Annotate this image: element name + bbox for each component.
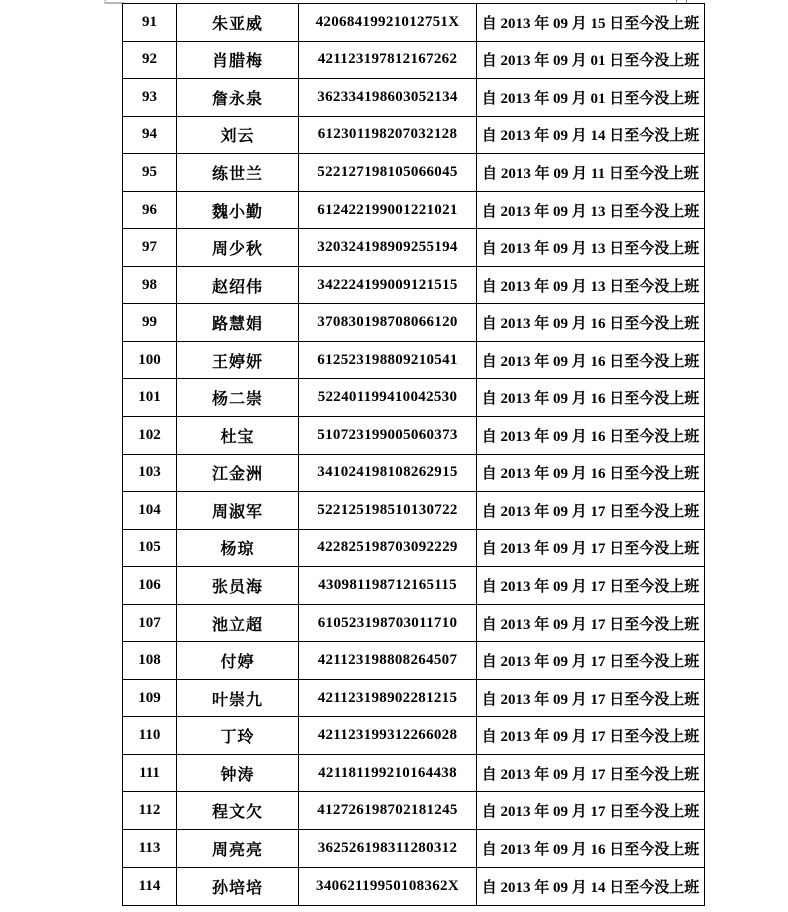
employee-name-cell: 杜宝 — [177, 417, 299, 455]
row-index-cell: 105 — [123, 530, 177, 568]
row-index-cell: 95 — [123, 154, 177, 192]
row-index-cell: 100 — [123, 342, 177, 380]
employee-name-cell: 肖腊梅 — [177, 42, 299, 80]
id-number-cell: 362526198311280312 — [299, 830, 477, 868]
employee-name-cell: 魏小勤 — [177, 192, 299, 230]
id-number-cell: 370830198708066120 — [299, 304, 477, 342]
id-number-cell: 510723199005060373 — [299, 417, 477, 455]
table-row — [123, 680, 704, 718]
table-row — [123, 830, 704, 868]
table-row — [123, 492, 704, 530]
id-number-cell: 421181199210164438 — [299, 755, 477, 793]
row-index-cell: 108 — [123, 642, 177, 680]
row-index-cell: 112 — [123, 792, 177, 830]
absence-status-cell: 自 2013 年 09 月 01 日至今没上班 — [477, 42, 704, 80]
absence-status-cell: 自 2013 年 09 月 17 日至今没上班 — [477, 680, 704, 718]
id-number-cell: 610523198703011710 — [299, 605, 477, 643]
id-number-cell: 421123198808264507 — [299, 642, 477, 680]
table-row — [123, 755, 704, 793]
employee-name-cell: 周亮亮 — [177, 830, 299, 868]
employee-name-cell: 叶崇九 — [177, 680, 299, 718]
absence-status-cell: 自 2013 年 09 月 17 日至今没上班 — [477, 492, 704, 530]
absence-status-cell: 自 2013 年 09 月 17 日至今没上班 — [477, 792, 704, 830]
employee-name-cell: 路慧娟 — [177, 304, 299, 342]
table-row — [123, 717, 704, 755]
id-number-cell: 612301198207032128 — [299, 117, 477, 155]
gridline-remnant-top-left — [104, 0, 124, 4]
absence-status-cell: 自 2013 年 09 月 13 日至今没上班 — [477, 229, 704, 267]
absence-status-cell: 自 2013 年 09 月 14 日至今没上班 — [477, 117, 704, 155]
absence-status-cell: 自 2013 年 09 月 13 日至今没上班 — [477, 267, 704, 305]
absence-status-cell: 自 2013 年 09 月 14 日至今没上班 — [481, 879, 700, 896]
table-row — [123, 417, 704, 455]
row-index-cell: 106 — [123, 567, 177, 605]
absence-status-cell: 自 2013 年 09 月 17 日至今没上班 — [477, 755, 704, 793]
absence-status-cell: 自 2013 年 09 月 01 日至今没上班 — [477, 79, 704, 117]
row-index-cell: 103 — [123, 455, 177, 493]
row-index-cell: 91 — [123, 4, 177, 42]
table-row — [123, 567, 704, 605]
employee-name-cell: 赵绍伟 — [177, 267, 299, 305]
id-number-cell: 422825198703092229 — [299, 530, 477, 568]
row-index-cell: 110 — [123, 717, 177, 755]
table-row — [123, 642, 704, 680]
table-row — [123, 868, 704, 906]
id-number-cell: 612422199001221021 — [299, 192, 477, 230]
id-number-cell: 412726198702181245 — [299, 792, 477, 830]
absence-status-cell: 自 2013 年 09 月 17 日至今没上班 — [477, 642, 704, 680]
employee-name-cell: 刘云 — [177, 117, 299, 155]
table-row — [123, 117, 704, 155]
row-index-cell: 102 — [123, 417, 177, 455]
table-row — [123, 379, 704, 417]
id-number-cell: 341024198108262915 — [299, 455, 477, 493]
id-number-cell: 320324198909255194 — [299, 229, 477, 267]
absence-status-cell: 自 2013 年 09 月 15 日至今没上班 — [477, 4, 704, 42]
employee-name-cell: 程文欠 — [177, 792, 299, 830]
row-index-cell: 113 — [123, 830, 177, 868]
id-number-cell: 421123198902281215 — [299, 680, 477, 718]
row-index-cell: 93 — [123, 79, 177, 117]
absence-status-cell: 自 2013 年 09 月 16 日至今没上班 — [477, 417, 704, 455]
row-index-cell: 96 — [123, 192, 177, 230]
table-row — [123, 192, 704, 230]
absence-status-cell: 自 2013 年 09 月 16 日至今没上班 — [477, 342, 704, 380]
row-index-cell: 111 — [123, 755, 177, 793]
id-number-cell: 522125198510130722 — [299, 492, 477, 530]
row-index-cell: 114 — [123, 868, 177, 906]
absence-status-cell: 自 2013 年 09 月 16 日至今没上班 — [477, 304, 704, 342]
absence-status-cell: 自 2013 年 09 月 13 日至今没上班 — [477, 192, 704, 230]
table-row — [123, 304, 704, 342]
employee-name-cell: 王婷妍 — [177, 342, 299, 380]
employee-name-cell: 孙培培 — [177, 868, 299, 906]
table-row — [123, 4, 704, 42]
employee-name-cell: 付婷 — [177, 642, 299, 680]
row-index-cell: 104 — [123, 492, 177, 530]
id-number-cell: 522401199410042530 — [299, 379, 477, 417]
table-row — [123, 79, 704, 117]
row-index-cell: 92 — [123, 42, 177, 80]
absence-status-cell: 自 2013 年 09 月 16 日至今没上班 — [477, 379, 704, 417]
employee-name-cell: 杨二崇 — [177, 379, 299, 417]
employee-name-cell: 詹永泉 — [177, 79, 299, 117]
table-row — [123, 530, 704, 568]
row-index-cell: 109 — [123, 680, 177, 718]
absence-status-cell: 自 2013 年 09 月 17 日至今没上班 — [477, 567, 704, 605]
table-row — [123, 267, 704, 305]
id-number-cell: 421123199312266028 — [299, 717, 477, 755]
row-index-cell: 99 — [123, 304, 177, 342]
employee-name-cell: 朱亚威 — [177, 4, 299, 42]
employee-name-cell: 钟涛 — [177, 755, 299, 793]
id-number-cell: 430981198712165115 — [299, 567, 477, 605]
employee-name-cell: 张员海 — [177, 567, 299, 605]
employee-name-cell: 周淑军 — [177, 492, 299, 530]
table-row — [123, 342, 704, 380]
table-row — [123, 154, 704, 192]
id-number-cell: 342224199009121515 — [299, 267, 477, 305]
absence-status-cell: 自 2013 年 09 月 16 日至今没上班 — [477, 455, 704, 493]
row-index-cell: 94 — [123, 117, 177, 155]
id-number-cell: 34062119950108362X — [299, 868, 477, 906]
row-index-cell: 101 — [123, 379, 177, 417]
absence-status-cell: 自 2013 年 09 月 11 日至今没上班 — [477, 154, 704, 192]
employee-name-cell: 丁玲 — [177, 717, 299, 755]
absence-status-cell: 自 2013 年 09 月 16 日至今没上班 — [477, 830, 704, 868]
id-number-cell: 42068419921012751X — [299, 4, 477, 42]
employee-name-cell: 江金洲 — [177, 455, 299, 493]
employee-name-cell: 池立超 — [177, 605, 299, 643]
table-row — [123, 455, 704, 493]
table-row — [123, 229, 704, 267]
id-number-cell: 522127198105066045 — [299, 154, 477, 192]
employee-name-cell: 练世兰 — [177, 154, 299, 192]
row-index-cell: 97 — [123, 229, 177, 267]
id-number-cell: 362334198603052134 — [299, 79, 477, 117]
row-index-cell: 107 — [123, 605, 177, 643]
absence-status-cell: 自 2013 年 09 月 17 日至今没上班 — [477, 530, 704, 568]
absence-status-cell: 自 2013 年 09 月 17 日至今没上班 — [477, 717, 704, 755]
id-number-cell: 421123197812167262 — [299, 42, 477, 80]
attendance-table — [122, 3, 705, 906]
table-row — [123, 42, 704, 80]
table-row — [123, 605, 704, 643]
id-number-cell: 612523198809210541 — [299, 342, 477, 380]
employee-name-cell: 周少秋 — [177, 229, 299, 267]
absence-status-cell: 自 2013 年 09 月 17 日至今没上班 — [477, 605, 704, 643]
row-index-cell: 98 — [123, 267, 177, 305]
employee-name-cell: 杨琼 — [177, 530, 299, 568]
table-row — [123, 792, 704, 830]
